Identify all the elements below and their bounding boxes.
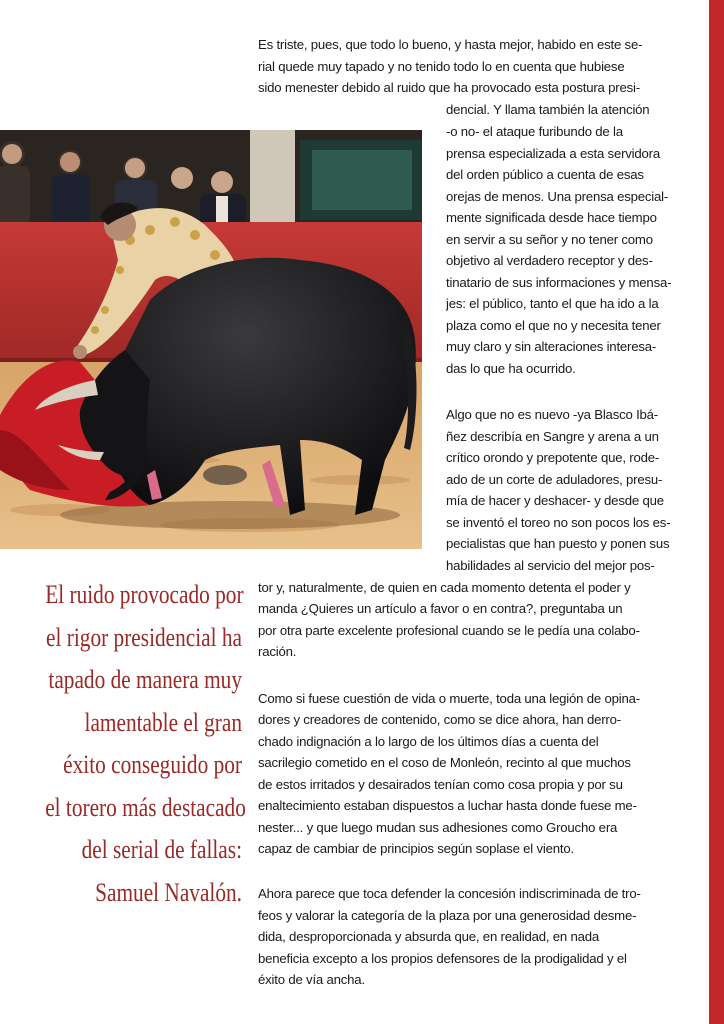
body-text-line: mía de hacer y deshacer- y desde que [446,493,664,508]
pull-quote-line: el torero más destacado [45,792,246,822]
body-text-line: capaz de cambiar de principios según soplase el viento. [258,841,574,856]
body-text-line: sido menester debido al ruido que ha provocado esta postura presi- [258,80,640,95]
body-text-line: tor y, naturalmente, de quien en cada momento detenta el poder y [258,580,631,595]
body-text-line: tinatario de sus informaciones y mensa- [446,275,672,290]
body-text-line: prensa especializada a esta servidora [446,146,660,161]
pull-quote-line: Samuel Navalón. [95,877,242,907]
body-text-line: crítico orondo y prepotente que, rode- [446,450,660,465]
pull-quote-line: lamentable el gran [84,707,243,737]
body-text-line: plaza como el que no y necesita tener [446,318,661,333]
body-text-line: dencial. Y llama también la atención [446,102,650,117]
body-text-line: del orden público a cuenta de esas [446,167,644,182]
body-text-line: se inventó el toreo no son pocos los es- [446,515,671,530]
body-text-line: beneficia excepto a los propios defensores de la prodigalidad y el [258,951,627,966]
body-text-line: dores y creadores de contenido, como se dice ahora, han derro- [258,712,621,727]
body-text-line: sacrilegio cometido en el coso de Monleón, recinto al que muchos [258,755,631,770]
body-text-line: manda ¿Quieres un artículo a favor o en contra?, preguntaba un [258,601,623,616]
body-text-line: objetivo al verdadero receptor y des- [446,253,653,268]
body-text-line: ñez describía en Sangre y arena a un [446,429,659,444]
body-text-line: pecialistas que han puesto y ponen sus [446,536,670,551]
body-text-line: por otra parte excelente profesional cuando se le pedía una colabo- [258,623,640,638]
pull-quote-line: éxito conseguido por [63,750,242,779]
body-text-line: chado indignación a lo largo de los últimos días a cuenta del [258,734,599,749]
body-text-line: éxito de vía ancha. [258,972,365,987]
body-text-line: de estos irritados y desairados tenían como cosa propia y por su [258,777,623,792]
body-text-line: enaltecimiento estaban dispuestos a luchar hasta donde fuese me- [258,798,637,813]
body-text-line: feos y valorar la categoría de la plaza por una generosidad desme- [258,908,637,923]
body-text-line: rial quede muy tapado y no tenido todo lo en cuenta que hubiese [258,59,625,74]
pull-quote-line: del serial de fallas: [81,835,243,864]
bullfight-photo [0,130,422,549]
body-text-line: Es triste, pues, que todo lo bueno, y hasta mejor, habido en este se- [258,37,643,52]
body-text-line: Ahora parece que toca defender la concesión indiscriminada de tro- [258,886,641,901]
body-text-line: Como si fuese cuestión de vida o muerte, toda una legión de opina- [258,691,640,706]
body-text-line: das lo que ha ocurrido. [446,361,576,376]
body-text-line: dida, desproporcionada y absurda que, en realidad, en nada [258,929,600,944]
body-text-line: orejas de menos. Una prensa especial- [446,189,669,204]
body-text-line: -o no- el ataque furibundo de la [446,124,623,139]
body-text-line: ado de un corte de aduladores, presu- [446,472,663,487]
body-text-line: en servir a su señor y no tener como [446,232,653,247]
body-text-line: Algo que no es nuevo -ya Blasco Ibá- [446,407,658,422]
body-text-line: jes: el público, tanto el que ha ido a la [446,296,659,311]
page-edge-accent-bar [709,0,724,1024]
pull-quote [45,574,246,914]
pull-quote-line: El ruido provocado por [45,580,244,609]
pull-quote-line: tapado de manera muy [48,665,242,694]
body-text-line: muy claro y sin alteraciones interesa- [446,339,657,354]
body-text-line: nester... y que luego mudan sus adhesiones como Groucho era [258,820,618,835]
body-text-line: ración. [258,644,297,659]
pull-quote-line: el rigor presidencial ha [46,622,242,652]
body-text-line: habilidades al servicio del mejor pos- [446,558,655,573]
body-text-line: mente significada desde hace tiempo [446,210,657,225]
